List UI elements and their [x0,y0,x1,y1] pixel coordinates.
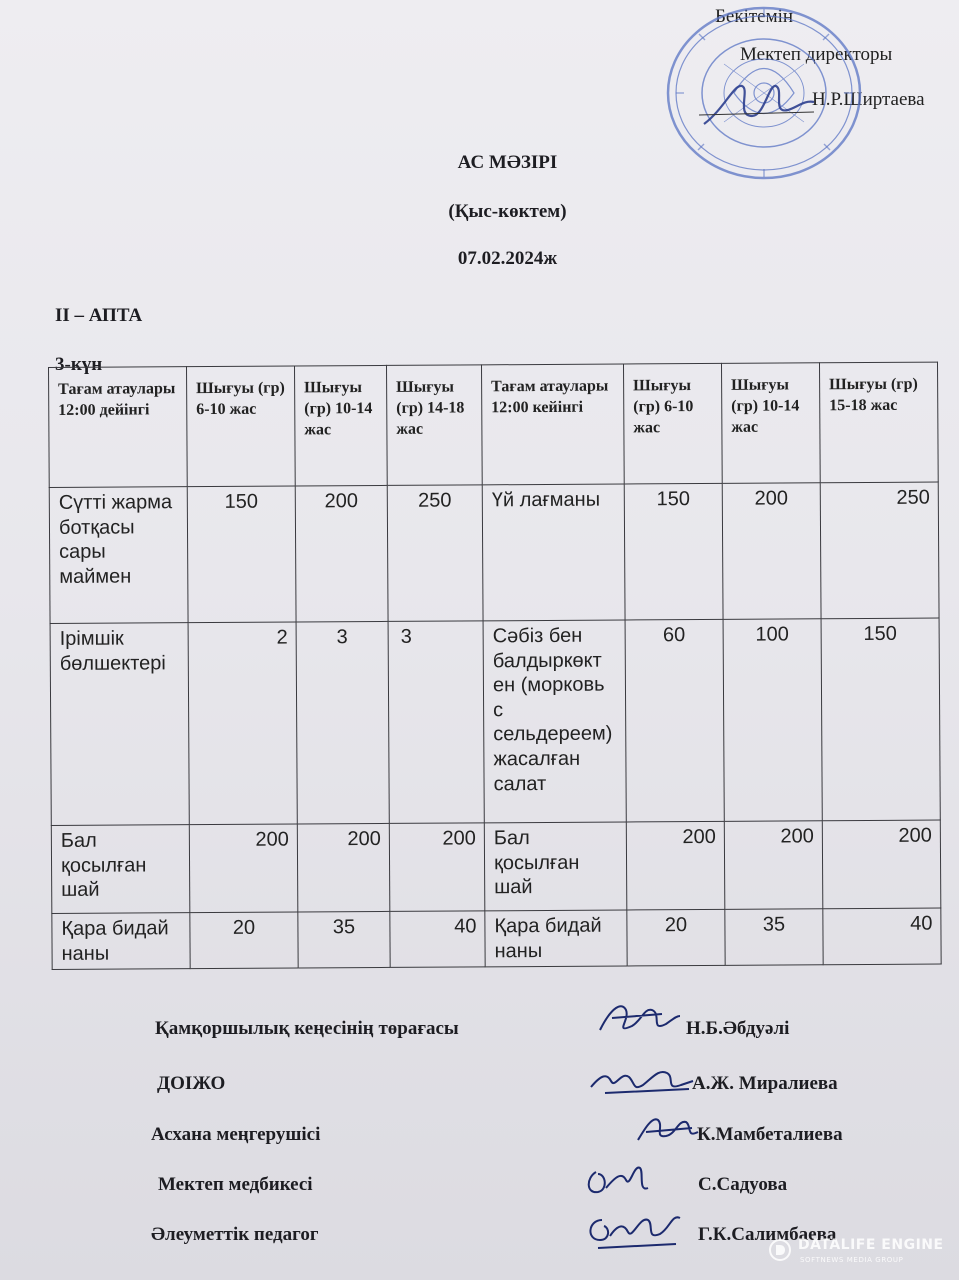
table-cell: 40 [390,911,485,968]
header-cell: Шығуы (гр) 10-14 жас [721,363,820,484]
table-row [51,820,941,913]
signatory-name: К.Мамбеталиева [697,1124,843,1145]
signature-scribble-icon [582,1158,652,1204]
signature-scribble-icon [580,1204,690,1256]
table-cell: 60 [625,619,724,822]
signatory-position: Асхана меңгерушісі [151,1124,321,1145]
watermark-subtitle: SOFTNEWS MEDIA GROUP [800,1256,904,1264]
day-label: 3-күн [55,354,103,375]
table-cell: 200 [626,821,725,910]
header-cell: Шығуы (гр) 10-14 жас [294,365,387,486]
signature-scribble-icon [592,996,682,1044]
signatory-name: А.Ж. Миралиева [692,1073,838,1094]
table-row [52,908,941,970]
table-cell: Бал қосылған шай [51,825,190,914]
table-cell: 200 [822,820,941,909]
signatory-position: Мектеп медбикесі [158,1174,313,1195]
table-cell: 200 [389,823,485,912]
table-cell: 35 [298,911,390,968]
table-cell: 250 [820,482,939,619]
header-cell: Шығуы (гр) 6-10 жас [623,363,722,484]
signature-scribble-icon [585,1055,695,1105]
table-cell: 200 [295,485,388,622]
table-cell: 250 [387,485,483,622]
table-cell: Сәбіз бен балдыркөкт ен (морковь с сельдереем) жасалған салат [483,620,626,823]
table-cell: 35 [725,909,823,966]
table-cell: Ірімшік бөлшектері [50,623,189,826]
watermark-brand: DATALIFE ENGINE [798,1237,944,1253]
approval-heading: Бекітемін [715,6,794,27]
table-cell: 200 [189,824,298,913]
table-row [49,482,939,623]
header-cell: Тағам атаулары 12:00 кейінгі [481,364,624,485]
signatory-position: ДОІЖО [157,1073,226,1094]
table-header-row [49,362,939,487]
approval-role: Мектеп директоры [740,44,893,65]
table-cell: 200 [297,823,390,912]
table-cell: Бал қосылған шай [484,822,627,911]
table-cell: 20 [190,912,298,969]
signatory-name: Г.К.Салимбаева [698,1224,837,1245]
table-cell: Үй лағманы [482,484,625,621]
table-cell: 150 [187,486,296,623]
table-cell: 3 [296,621,389,824]
document-title: АС МӘЗІРІ [457,152,558,173]
header-cell: Шығуы (гр) 6-10 жас [187,366,296,487]
table-cell: 150 [624,483,723,620]
header-cell: Шығуы (гр) 14-18 жас [386,365,482,486]
table-cell: 20 [627,909,725,966]
signatory-position: Әлеуметтік педагог [151,1224,319,1245]
header-cell: Тағам атаулары 12:00 дейінгі [49,367,188,488]
signatory-name: Н.Б.Әбдуәлі [686,1018,790,1039]
datalife-logo-icon [768,1238,792,1262]
table-cell: 100 [723,619,822,822]
table-cell: 40 [823,908,941,965]
menu-table [48,362,942,971]
table-cell: Қара бидай наны [485,910,627,967]
watermark [768,1236,948,1274]
table-cell: 200 [722,483,821,620]
week-label: II – АПТА [55,305,143,326]
signature-scribble-icon [632,1108,702,1150]
signatory-name: С.Садуова [698,1174,788,1195]
table-cell: 2 [188,622,297,825]
document-date: 07.02.2024ж [457,248,558,269]
signatory-position: Қамқоршылық кеңесінің төрағасы [155,1018,459,1039]
approval-director-name: Н.Р.Ширтаева [812,89,925,110]
header-cell: Шығуы (гр) 15-18 жас [819,362,938,483]
table-cell: 3 [388,621,484,824]
table-cell: Қара бидай наны [52,913,190,970]
table-cell: 150 [821,618,940,821]
table-row [50,618,940,825]
season-label: (Қыс-көктем) [448,201,567,222]
table-cell: 200 [724,821,823,910]
table-cell: Сүтті жарма ботқасы сары маймен [49,487,188,624]
